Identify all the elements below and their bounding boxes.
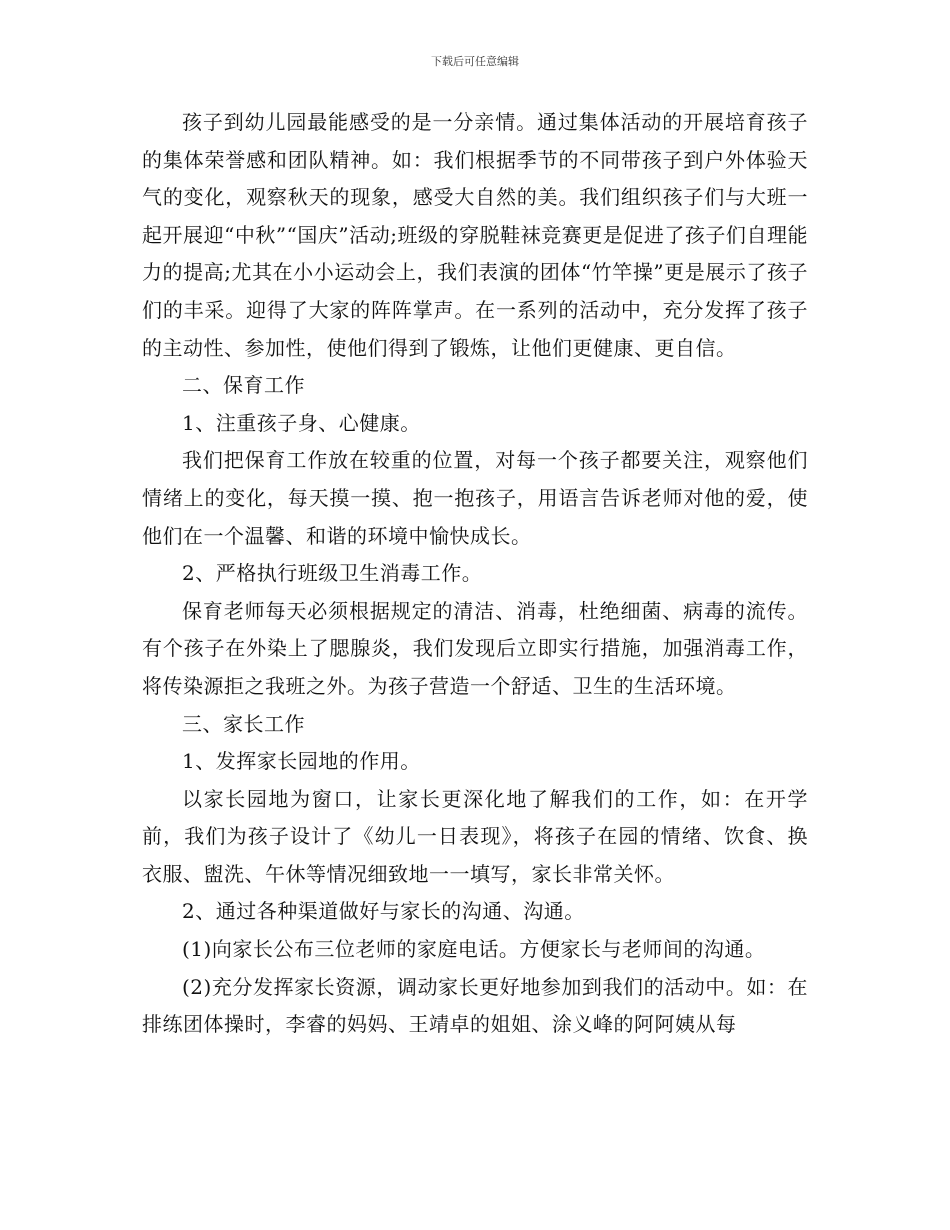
subheading-parent-board: 1、发挥家长园地的作用。 — [182, 749, 421, 774]
list-item-parent-resources: (2)充分发挥家长资源，调动家长更好地参加到我们的活动中。如：在排练团体操时，李睿的妈妈、王靖卓的姐姐、涂义峰的阿阿姨从每 — [142, 974, 808, 1037]
paragraph-hygiene: 保育老师每天必须根据规定的清洁、消毒，杜绝细菌、病毒的流传。有个孩子在外染上了腮腺炎，我们发现后立即实行措施，加强消毒工作，将传染源拒之我班之外。为孩子营造一个舒适、卫生的生活环境。 — [142, 598, 808, 698]
heading-childcare-work: 二、保育工作 — [182, 373, 305, 398]
document-body — [142, 104, 808, 1044]
page-header-note: 下载后可任意编辑 — [431, 55, 519, 68]
subheading-communication: 2、通过各种渠道做好与家长的沟通、沟通。 — [182, 899, 585, 924]
heading-parent-work: 三、家长工作 — [182, 711, 305, 736]
paragraph-health: 我们把保育工作放在较重的位置，对每一个孩子都要关注，观察他们情绪上的变化，每天摸一摸、抱一抱孩子，用语言告诉老师对他的爱，使他们在一个温馨、和谐的环境中愉快成长。 — [142, 448, 808, 548]
list-item-phone: (1)向家长公布三位老师的家庭电话。方便家长与老师间的沟通。 — [182, 937, 766, 962]
subheading-health: 1、注重孩子身、心健康。 — [182, 410, 421, 435]
paragraph-parent-board: 以家长园地为窗口，让家长更深化地了解我们的工作，如：在开学前，我们为孩子设计了《幼儿一日表现》，将孩子在园的情绪、饮食、换衣服、盥洗、午休等情况细致地一一填写，家长非常关怀。 — [142, 786, 808, 886]
subheading-hygiene: 2、严格执行班级卫生消毒工作。 — [182, 561, 483, 586]
paragraph-collective-activities: 孩子到幼儿园最能感受的是一分亲情。通过集体活动的开展培育孩子的集体荣誉感和团队精神。如：我们根据季节的不同带孩子到户外体验天气的变化，观察秋天的现象，感受大自然的美。我们组织孩子们与大班一起开展迎“中秋”“国庆”活动;班级的穿脱鞋袜竞赛更是促进了孩子们自理能力的提高;尤其在小小运动会上，我们表演的团体“竹竿操”更是展示了孩子们的丰采。迎得了大家的阵阵掌声。在一系列的活动中，充分发挥了孩子的主动性、参加性，使他们得到了锻炼，让他们更健康、更自信。 — [142, 110, 808, 360]
